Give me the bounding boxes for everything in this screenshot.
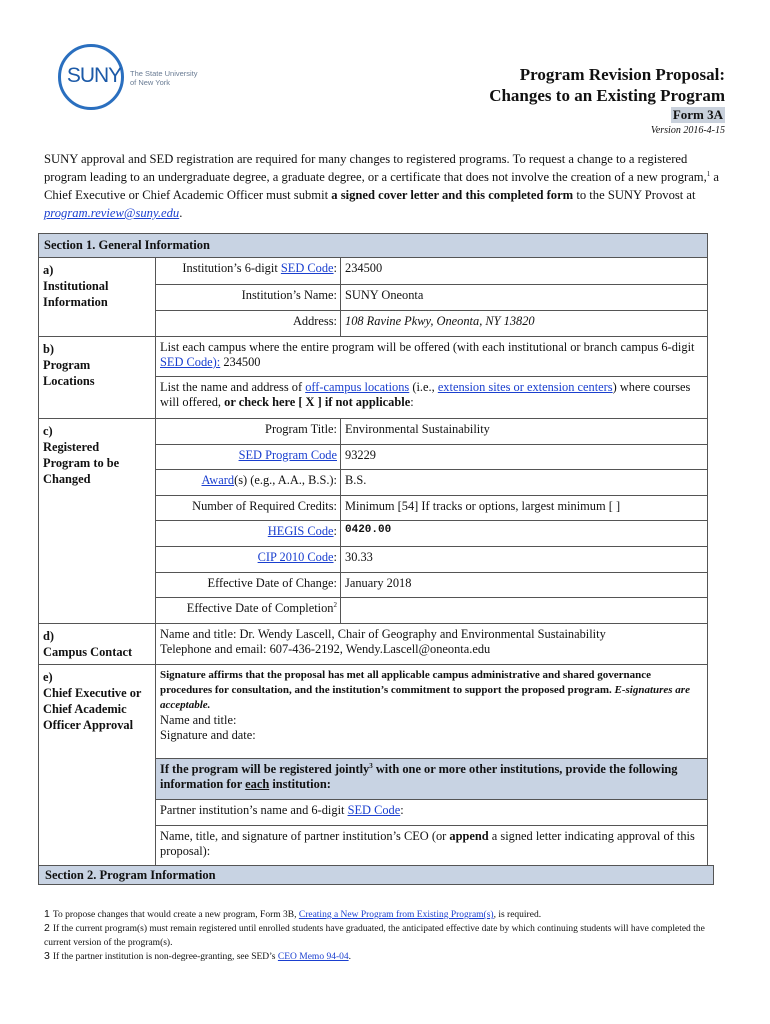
campus-contact-field[interactable]	[156, 624, 707, 664]
program-code-label	[156, 445, 341, 469]
form-id-badge: Form 3A	[672, 107, 723, 122]
credits-value[interactable]: Minimum [54] If tracks or options, largest minimum [ ]	[345, 499, 621, 513]
hegis-label: HEGIS Code:	[156, 521, 341, 546]
group-approval	[39, 665, 707, 870]
footnote-1: 1 To propose changes that would create a new program, Form 3B, Creating a New Program from Existing Program(s), is required.	[44, 908, 542, 920]
joint-registration-header: If the program will be registered jointly$^3$ with one or more other institutions, provide the following information for each institution:	[156, 759, 707, 800]
section1-table	[38, 233, 708, 871]
group-institutional-info	[39, 258, 707, 337]
cip-value[interactable]: 30.33	[345, 550, 373, 564]
section2-title: Section 2. Program Information	[38, 865, 714, 885]
extension-sites-link[interactable]: extension sites or extension centers	[437, 380, 613, 394]
section1-title: Section 1. General Information	[39, 234, 707, 258]
contact-name-title: Name and title: Dr. Wendy Lascell, Chair of Geography and Environmental Sustainability	[160, 627, 606, 641]
intro-bold: a signed cover letter and this completed form	[331, 188, 574, 202]
title-line1: Program Revision Proposal:	[519, 65, 725, 84]
award-value[interactable]: B.S.	[345, 473, 367, 487]
offcampus-field[interactable]: List the name and address of off-campus locations (i.e., extension sites or extension centers) where courses will offered, or check here [ X ] if not applicable:	[160, 380, 691, 409]
footnote-ref-2: 2	[333, 600, 337, 609]
address-label: Address:	[156, 311, 341, 336]
title-line2: Changes to an Existing Program	[489, 86, 725, 105]
partner-institution-field[interactable]: Partner institution’s name and 6-digit SED Code:	[156, 800, 707, 826]
intro-paragraph	[44, 150, 724, 222]
esignature-note: E-signatures are acceptable.	[160, 684, 690, 711]
program-code-value[interactable]: 93229	[345, 448, 376, 462]
label-campus-contact: d) Campus Contact	[39, 624, 156, 664]
new-program-link[interactable]: Creating a New Program from Existing Program(s)	[298, 910, 494, 920]
sed-program-code-link[interactable]: SED Program Code	[238, 448, 337, 462]
approver-name-title: Name and title:	[160, 713, 237, 727]
hegis-code-link[interactable]: HEGIS Code	[267, 524, 334, 538]
hegis-value[interactable]: 0420.00	[345, 524, 392, 536]
logo-subtitle-line2: of New York	[130, 78, 171, 87]
sed-code-label: Institution’s 6-digit SED Code:	[156, 258, 341, 284]
approver-signature-date: Signature and date:	[160, 728, 256, 742]
completion-date-label: Effective Date of Completion$^2$	[156, 598, 341, 623]
label-program-locations: b) Program Locations	[39, 337, 156, 418]
footnote-2: 2 If the current program(s) must remain registered until enrolled students have graduated, the anticipated effective date by which continuing students will have completed the current version of the program(s).	[44, 922, 705, 948]
institution-name-label: Institution’s Name:	[156, 285, 341, 310]
partner-ceo-field[interactable]: Name, title, and signature of partner institution’s CEO (or append a signed letter indicating approval of this proposal):	[160, 829, 695, 858]
ceo-memo-link[interactable]: CEO Memo 94-04	[277, 952, 349, 962]
campus-list-field[interactable]: List each campus where the entire program will be offered (with each institutional or branch campus 6-digit SED Code): 234500	[156, 337, 707, 377]
effective-date-label: Effective Date of Change:	[156, 573, 341, 597]
label-registered-program: c) Registered Program to be Changed	[39, 419, 156, 623]
group-campus-contact	[39, 624, 707, 665]
offcampus-locations-link[interactable]: off-campus locations	[305, 380, 410, 394]
sed-code-link-3[interactable]: SED Code	[347, 803, 401, 817]
award-link[interactable]: Award	[201, 473, 235, 487]
footnote-ref-3: 3	[369, 761, 373, 770]
logo-wordmark: SUNY	[66, 64, 122, 87]
sed-code-link-2[interactable]: SED Code):	[160, 355, 221, 369]
group-registered-program	[39, 419, 707, 624]
group-program-locations	[39, 337, 707, 419]
intro-text-2: a Chief Executive or Chief Academic Officer must submit	[44, 170, 719, 202]
effective-date-value[interactable]: January 2018	[345, 576, 412, 590]
footnote-ref-1: 1	[706, 169, 711, 178]
not-applicable-checkbox[interactable]: or check here [ X ] if not applicable	[224, 395, 411, 409]
campus-value: 234500	[220, 355, 261, 369]
institution-name-value[interactable]: SUNY Oneonta	[345, 288, 424, 302]
cip-code-link[interactable]: CIP 2010 Code	[257, 550, 334, 564]
intro-text-1: SUNY approval and SED registration are required for many changes to registered programs. To request a change to a registered program leading to an undergraduate degree, a graduate degree, or a certificate that does not involve the creation of a new program,	[44, 152, 707, 184]
signature-affirmation: Signature affirms that the proposal has met all applicable campus administrative and shared governance procedures for consultation, and the institution’s commitment to support the proposed program.	[160, 669, 652, 696]
sed-code-link[interactable]: SED Code	[280, 261, 334, 275]
label-approval: e) Chief Executive or Chief Academic Officer Approval	[39, 665, 156, 870]
intro-end: .	[179, 206, 183, 220]
sed-code-value[interactable]: 234500	[345, 261, 383, 275]
intro-text-3: to the SUNY Provost at	[573, 188, 696, 202]
logo-subtitle	[130, 69, 210, 87]
signature-field[interactable]	[156, 665, 707, 759]
logo-subtitle-line1: The State University	[130, 69, 198, 78]
footnote-3: 3 If the partner institution is non-degree-granting, see SED’s CEO Memo 94-04.	[44, 950, 351, 962]
cip-label: CIP 2010 Code:	[156, 547, 341, 572]
version-text: Version 2016-4-15	[650, 125, 725, 136]
document-header	[489, 64, 725, 136]
completion-date-value[interactable]	[341, 598, 707, 623]
program-title-value[interactable]: Environmental Sustainability	[345, 422, 490, 436]
program-title-label: Program Title:	[156, 419, 341, 444]
address-value[interactable]: 108 Ravine Pkwy, Oneonta, NY 13820	[345, 314, 535, 328]
email-link[interactable]: program.review@suny.edu	[44, 206, 180, 220]
credits-label: Number of Required Credits:	[156, 496, 341, 520]
label-institutional-info: a) Institutional Information	[39, 258, 156, 336]
award-label: Award(s) (e.g., A.A., B.S.):	[156, 470, 341, 495]
contact-phone-email: Telephone and email: 607-436-2192, Wendy.Lascell@oneonta.edu	[160, 642, 491, 656]
suny-logo	[46, 32, 206, 122]
